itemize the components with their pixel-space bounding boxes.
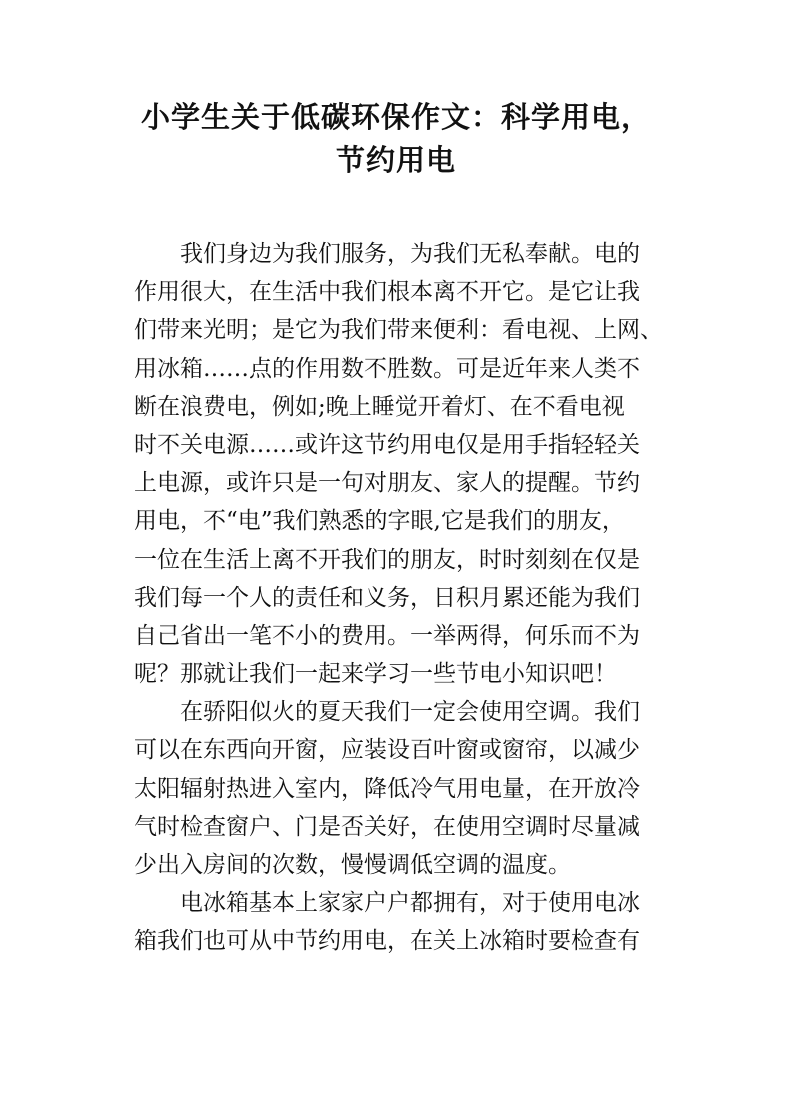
paragraph-line: 作用很大，在生活中我们根本离不开它。是它让我 (134, 279, 640, 306)
paragraph-line: 电冰箱基本上家家户户都拥有，对于使用电冰 (180, 890, 640, 917)
document-title (96, 96, 696, 182)
paragraph-line: 上电源，或许只是一句对朋友、家人的提醒。节约 (134, 470, 640, 497)
paragraph-line: 我们每一个人的责任和义务，日积月累还能为我们 (134, 584, 640, 611)
paragraph-line: 呢？那就让我们一起来学习一些节电小知识吧！ (134, 661, 617, 688)
paragraph-line: 在骄阳似火的夏天我们一定会使用空调。我们 (180, 699, 640, 726)
title-line-2: 节约用电 (335, 143, 456, 177)
paragraph-line: 气时检查窗户、门是否关好，在使用空调时尽量减 (134, 813, 640, 840)
paragraph-line: 我们身边为我们服务，为我们无私奉献。电的 (180, 241, 640, 267)
paragraph-line: 时不关电源……或许这节约用电仅是用手指轻轻关 (134, 431, 640, 458)
title-line-1: 小学生关于低碳环保作文：科学用电， (140, 100, 651, 134)
paragraph-line: 可以在东西向开窗，应装设百叶窗或窗帘，以减少 (134, 737, 640, 764)
paragraph-line: 用冰箱……点的作用数不胜数。可是近年来人类不 (134, 355, 640, 382)
document-body (134, 235, 694, 961)
paragraph-line: 少出入房间的次数，慢慢调低空调的温度。 (134, 852, 571, 878)
paragraph-line: 一位在生活上离不开我们的朋友，时时刻刻在仅是 (134, 546, 640, 573)
paragraph-line: 自己省出一笔不小的费用。一举两得，何乐而不为 (134, 622, 640, 649)
paragraph-line: 箱我们也可从中节约用电，在关上冰箱时要检查有 (134, 928, 640, 955)
paragraph-line: 太阳辐射热进入室内，降低冷气用电量，在开放冷 (134, 775, 640, 802)
paragraph-line: 们带来光明；是它为我们带来便利：看电视、上网、 (134, 317, 663, 344)
paragraph-line: 断在浪费电，例如;晚上睡觉开着灯、在不看电视 (134, 393, 625, 420)
paragraph-line: 用电，不“电”我们熟悉的字眼,它是我们的朋友， (134, 508, 625, 535)
